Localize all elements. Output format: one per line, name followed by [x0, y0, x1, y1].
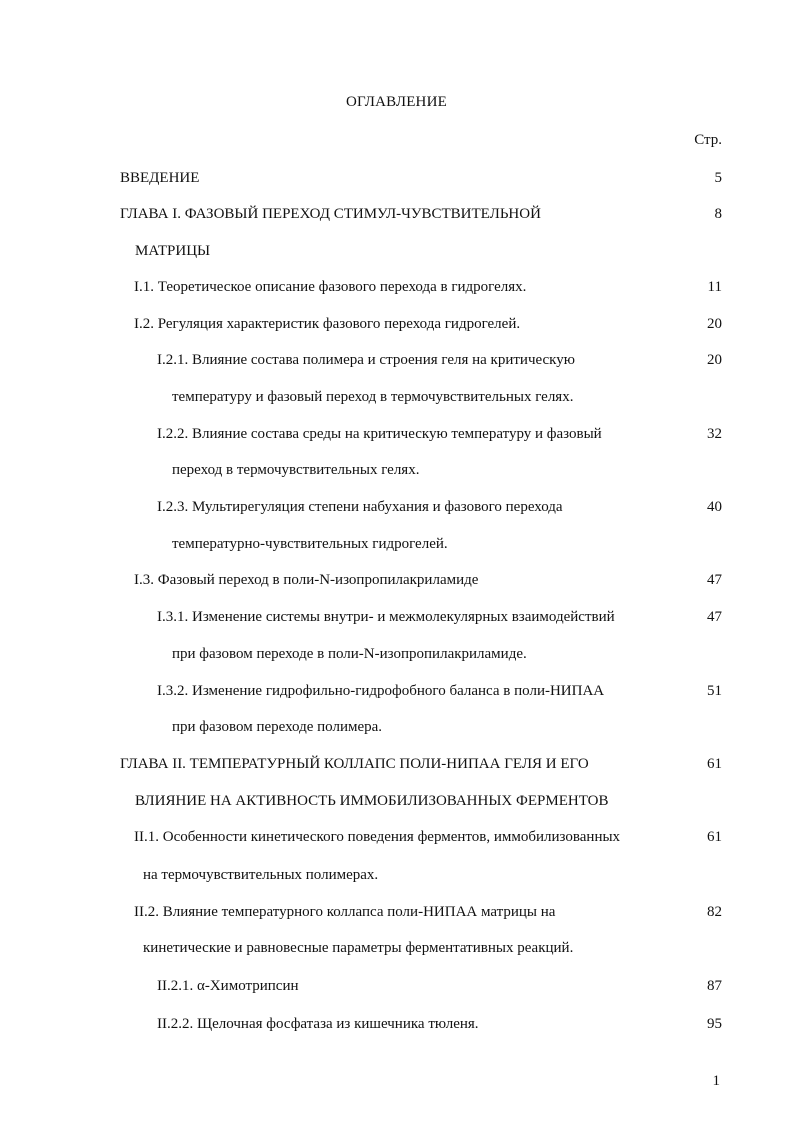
toc-entry [0, 901, 793, 923]
toc-entry-text: ВВЕДЕНИЕ [120, 170, 200, 186]
toc-entry-page: 8 [714, 206, 722, 222]
toc-entry [0, 753, 793, 775]
toc-entry [0, 937, 793, 959]
toc-entry-text: I.3. Фазовый переход в поли-N-изопропилакриламиде [134, 572, 479, 588]
toc-entry [0, 790, 793, 812]
toc-entry [0, 569, 793, 591]
toc-entry [0, 459, 793, 481]
toc-entry [0, 680, 793, 702]
toc-entry-page: 32 [707, 426, 722, 442]
toc-entry-page: 20 [707, 316, 722, 332]
toc-entry [0, 1013, 793, 1035]
toc-entry-page: 95 [707, 1016, 722, 1032]
toc-entry-text: при фазовом переходе полимера. [172, 719, 383, 735]
page-column-label: Стр. [694, 132, 722, 148]
toc-entry [0, 975, 793, 997]
toc-entry [0, 864, 793, 886]
toc-entry-text: ВЛИЯНИЕ НА АКТИВНОСТЬ ИММОБИЛИЗОВАННЫХ ФЕРМЕНТОВ [135, 793, 609, 809]
toc-entry-text: II.1. Особенности кинетического поведения ферментов, иммобилизованных [134, 829, 621, 845]
toc-entry-text: I.3.1. Изменение системы внутри- и межмолекулярных взаимодействий [157, 609, 615, 625]
toc-entry-text: I.1. Теоретическое описание фазового перехода в гидрогелях. [134, 279, 527, 295]
toc-entry-text: МАТРИЦЫ [135, 243, 211, 259]
toc-entry-page: 11 [707, 279, 722, 295]
toc-entry-text: I.2.3. Мультирегуляция степени набухания и фазового перехода [157, 499, 563, 515]
toc-entry-text: температурно-чувствительных гидрогелей. [172, 536, 448, 552]
toc-entry-page: 61 [707, 756, 722, 772]
toc-entry-page: 47 [707, 609, 722, 625]
toc-entry [0, 496, 793, 518]
toc-entry-text: I.2. Регуляция характеристик фазового перехода гидрогелей. [134, 316, 521, 332]
toc-entry [0, 423, 793, 445]
toc-entry-text: ГЛАВА II. ТЕМПЕРАТУРНЫЙ КОЛЛАПС ПОЛИ-НИПАА ГЕЛЯ И ЕГО [120, 756, 589, 772]
toc-entry-page: 5 [714, 170, 722, 186]
toc-entry-text: на термочувствительных полимерах. [143, 867, 379, 883]
toc-entry [0, 643, 793, 665]
toc-entry-page: 87 [707, 978, 722, 994]
toc-entry [0, 386, 793, 408]
toc-entry [0, 276, 793, 298]
toc-entry-text: при фазовом переходе в поли-N-изопропилакриламиде. [172, 646, 527, 662]
toc-entry-text: I.2.1. Влияние состава полимера и строения геля на критическую [157, 352, 575, 368]
toc-entry [0, 240, 793, 262]
toc-entry-text: II.2.1. α-Химотрипсин [157, 978, 299, 994]
toc-entry-page: 82 [707, 904, 722, 920]
toc-entry [0, 313, 793, 335]
toc-entry-page: 51 [707, 683, 722, 699]
toc-entry [0, 606, 793, 628]
toc-entry-text: кинетические и равновесные параметры ферментативных реакций. [143, 940, 574, 956]
toc-entry-text: II.2. Влияние температурного коллапса поли-НИПАА матрицы на [134, 904, 556, 920]
page-title: ОГЛАВЛЕНИЕ [346, 94, 447, 110]
toc-entry [0, 349, 793, 371]
toc-entry-text: ГЛАВА I. ФАЗОВЫЙ ПЕРЕХОД СТИМУЛ-ЧУВСТВИТЕЛЬНОЙ [120, 206, 541, 222]
toc-entry-text: температуру и фазовый переход в термочувствительных гелях. [172, 389, 574, 405]
toc-entry [0, 826, 793, 848]
toc-entry [0, 167, 793, 189]
toc-entry-page: 61 [707, 829, 722, 845]
toc-entry [0, 203, 793, 225]
toc-entry-text: I.2.2. Влияние состава среды на критическую температуру и фазовый [157, 426, 602, 442]
toc-entry [0, 533, 793, 555]
toc-entry-text: переход в термочувствительных гелях. [172, 462, 420, 478]
toc-entry-page: 20 [707, 352, 722, 368]
toc-entry-page: 40 [707, 499, 722, 515]
toc-entry [0, 716, 793, 738]
toc-entry-text: I.3.2. Изменение гидрофильно-гидрофобного баланса в поли-НИПАА [157, 683, 605, 699]
toc-entry-text: II.2.2. Щелочная фосфатаза из кишечника тюленя. [157, 1016, 479, 1032]
toc-entry-page: 47 [707, 572, 722, 588]
page-number: 1 [712, 1073, 720, 1089]
